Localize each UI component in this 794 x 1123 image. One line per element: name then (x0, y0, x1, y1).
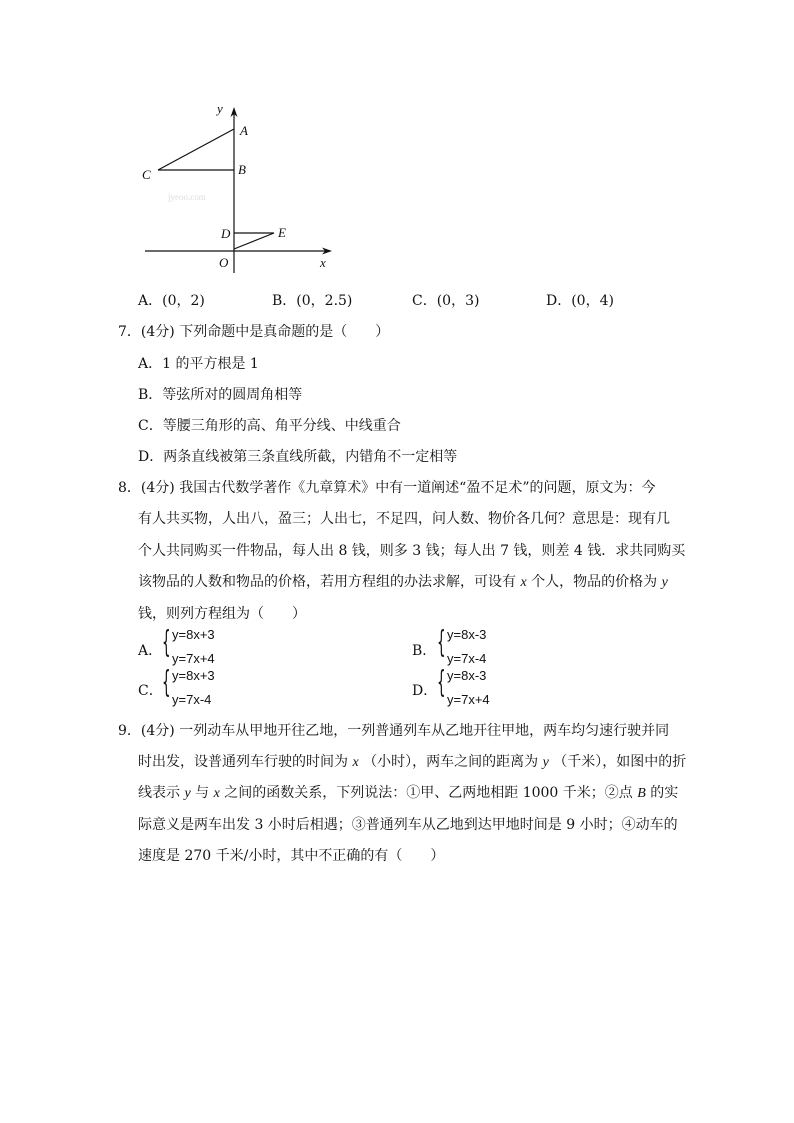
label-B: B (238, 162, 246, 177)
q8-option-b-label: B． (412, 643, 437, 659)
q8-option-d-eq2: y=7x+4 (447, 692, 490, 707)
q8-var-x: x (520, 575, 527, 590)
q8-option-c-eq2: y=7x-4 (172, 692, 212, 707)
q9-line-3-b: 与 (195, 785, 210, 801)
segment-CA (158, 129, 234, 170)
q9-var-x: x (352, 755, 359, 770)
q6-option-c: C．(0，3) (412, 293, 480, 309)
q9-var-x-2: x (213, 786, 220, 801)
q7-option-a: A．1 的平方根是 1 (138, 356, 259, 372)
q8-line-4-a: 该物品的人数和物品的价格，若用方程组的办法求解，可设有 (138, 574, 516, 590)
q9-line-4: 际意义是两车出发 3 小时后相遇；③普通列车从乙地到达甲地时间是 9 小时；④动车的 (138, 817, 678, 833)
q9-line-2-c: （千米），如图中的折 (553, 754, 687, 770)
q8-option-c-eq1: y=8x+3 (172, 668, 215, 683)
q8-option-c-label: C． (138, 683, 163, 699)
label-D: D (221, 226, 231, 241)
q9-line-2-a: 时出发，设普通列车行驶的时间为 (138, 754, 348, 770)
q7-option-c: C．等腰三角形的高、角平分线、中线重合 (138, 418, 401, 434)
q7-option-d: D．两条直线被第三条直线所截，内错角不一定相等 (138, 449, 458, 465)
q8-option-c-brace: { (162, 665, 171, 700)
q8-option-a-label: A． (138, 643, 163, 659)
label-O: O (219, 255, 229, 270)
watermark: jyeoo.com (168, 192, 206, 202)
q9-line-2 (138, 751, 686, 771)
q8-option-a-eq2: y=7x+4 (172, 651, 215, 666)
label-C: C (142, 167, 151, 182)
q9-var-y: y (542, 755, 549, 770)
q9-line-3-a: 线表示 (138, 785, 180, 801)
q8-line-3: 个人共同购买一件物品，每人出 8 钱，则多 3 钱；每人出 7 钱，则差 4 钱．求共同购买 (138, 543, 686, 559)
q6-option-a: A．(0，2) (138, 293, 205, 309)
q9-line-5: 速度是 270 千米/小时，其中不正确的有（ ） (138, 848, 445, 864)
q8-option-b-eq2: y=7x-4 (447, 651, 487, 666)
q9-line-1: 9．(4分) 一列动车从甲地开往乙地，一列普通列车从乙地开往甲地，两车均匀速行驶并同 (118, 723, 670, 739)
label-E: E (278, 225, 286, 240)
q8-option-a-eq1: y=8x+3 (172, 627, 215, 642)
q9-line-3-d: 的实 (650, 785, 679, 801)
q8-line-4 (138, 571, 668, 591)
geometry-figure (140, 95, 340, 280)
q9-line-2-b: （小时），两车之间的距离为 (363, 754, 539, 770)
q8-line-4-b: 个人，物品的价格为 (531, 574, 658, 590)
q8-line-2: 有人共买物，人出八，盈三；人出七，不足四，问人数、物价各几何？意思是：现有几 (138, 511, 670, 527)
q6-option-b: B．(0，2.5) (272, 293, 353, 309)
label-x: x (320, 255, 326, 270)
segment-OE (234, 233, 274, 249)
q8-option-d-brace: { (437, 665, 446, 700)
q9-var-y-2: y (184, 786, 191, 801)
q8-var-y: y (661, 575, 668, 590)
q7-option-b: B．等弦所对的圆周角相等 (138, 387, 303, 403)
q6-option-d: D．(0，4) (546, 293, 614, 309)
q8-option-d-eq1: y=8x-3 (447, 668, 487, 683)
q9-line-3-c: 之间的函数关系，下列说法：①甲、乙两地相距 1000 千米；②点 (224, 785, 633, 801)
q8-option-b-eq1: y=8x-3 (447, 627, 487, 642)
q7-stem: 7．(4分) 下列命题中是真命题的是（ ） (118, 324, 390, 340)
label-A: A (240, 123, 248, 138)
q8-line-5: 钱，则列方程组为（ ） (138, 606, 306, 622)
q9-line-3 (138, 782, 678, 802)
q8-line-1: 8．(4分) 我国古代数学著作《九章算术》中有一道阐述“盈不足术”的问题，原文为：今 (118, 480, 656, 496)
q9-var-B: B (637, 786, 646, 801)
q8-option-b-brace: { (437, 625, 446, 660)
q8-option-a-brace: { (162, 625, 171, 660)
label-y: y (217, 101, 223, 116)
q8-option-d-label: D． (412, 683, 438, 699)
